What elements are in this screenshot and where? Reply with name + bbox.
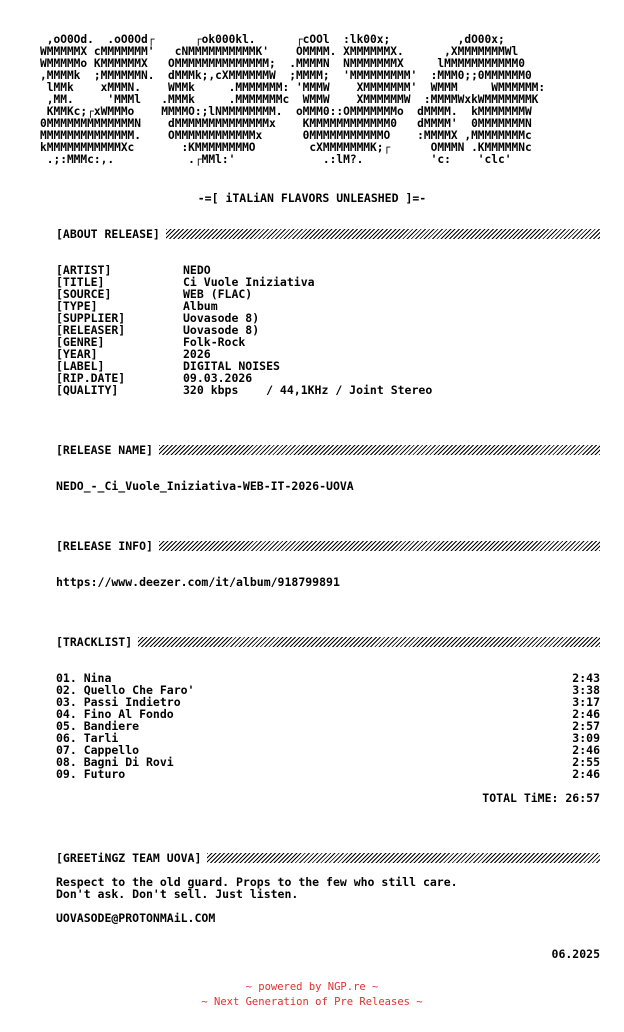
contact-email: UOVASODE@PROTONMAiL.COM xyxy=(56,911,216,925)
hatch-divider xyxy=(159,541,600,551)
about-row xyxy=(56,288,432,300)
about-value: Uovasode 8) xyxy=(183,323,260,337)
about-value: WEB (FLAC) xyxy=(183,287,253,301)
about-key: [TITLE] xyxy=(56,275,105,289)
track-title: 01. Nina xyxy=(56,671,112,685)
footer-tagline: ~ Next Generation of Pre Releases ~ xyxy=(201,996,423,1008)
about-key: [YEAR] xyxy=(56,347,98,361)
section-header-release-name xyxy=(56,443,600,457)
tracklist xyxy=(56,672,600,780)
track-row xyxy=(56,768,600,780)
release-name: NEDO_-_Ci_Vuole_Iniziativa-WEB-IT-2026-UOVA xyxy=(56,479,354,493)
about-row xyxy=(56,384,432,396)
track-time: 2:57 xyxy=(572,719,600,733)
about-value: Ci Vuole Iniziativa xyxy=(183,275,315,289)
track-title: 06. Tarli xyxy=(56,731,119,745)
section-label: [GREETiNGZ TEAM UOVA] xyxy=(56,851,202,865)
track-title: 08. Bagni Di Rovi xyxy=(56,755,174,769)
nfo-date: 06.2025 xyxy=(551,947,600,961)
hatch-divider xyxy=(166,229,600,239)
about-key: [QUALITY] xyxy=(56,383,119,397)
track-time: 2:46 xyxy=(572,767,600,781)
track-time: 2:46 xyxy=(572,743,600,757)
about-key: [SOURCE] xyxy=(56,287,112,301)
track-title: 03. Passi Indietro xyxy=(56,695,181,709)
track-time: 2:55 xyxy=(572,755,600,769)
section-header-release-info xyxy=(56,539,600,553)
section-label: [RELEASE INFO] xyxy=(56,539,153,553)
track-row xyxy=(56,720,600,732)
about-key: [SUPPLIER] xyxy=(56,311,126,325)
section-label: [RELEASE NAME] xyxy=(56,443,153,457)
track-title: 07. Cappello xyxy=(56,743,140,757)
track-title: 04. Fino Al Fondo xyxy=(56,707,174,721)
hatch-divider xyxy=(207,853,600,863)
track-time: 3:09 xyxy=(572,731,600,745)
about-value: Uovasode 8) xyxy=(183,311,260,325)
ascii-art-logo: ,oO0Od. .oO0Od┌ ┌ok000kl. ┌cOOl :lk00x; ,dO00x; WMMMMMX cMMMMMMM' cNMMMMMMMMMMK' OMMMM. XMMMMMMX. ,XMMMMMMMWl WMMMMMo KMMMMMMX OMMMMMMMMMMMMMM; .MMMMN NMMMMMMMX lMMMMMMMMMMM0 ,MMMMk ;MMMMMMN. dMMMk;,cXMMMMMMW ;MMMM; 'MMMMMMMMM' :MMM0;;0MMMMMM0 lMMk xMMMN. WMMk .MMMMMMM: 'MMMW XMMMMMMM' WMMM WMMMMMM: ,MM. 'MMMl .MMMk .MMMMMMMc WMMW XMMMMMMW :MMMMWxkWMMMMMMMK KMMKc;┌xWMMMo MMMMO:;lNMMMMMMMM. oMMM0::OMMMMMMMo dMMMM. kMMMMMMMW 0MMMMMMMMMMMMMN dMMMMMMMMMMMMMMx KMMMMMMMMMMMM0 dMMMM' 0MMMMMMMN MMMMMMMMMMMMMM. OMMMMMMMMMMMMx 0MMMMMMMMMMMO :MMMMX ,MMMMMMMMc kMMMMMMMMMMMXc :KMMMMMMMMO cXMMMMMMMK;┌ OMMMN .KMMMMMNc .;:MMMc:,. .┌MMl:' .:lM?. 'c: 'clc' xyxy=(40,33,546,166)
about-key: [RELEASER] xyxy=(56,323,126,337)
track-title: 02. Quello Che Faro' xyxy=(56,683,195,697)
tagline: -=[ iTALiAN FLAVORS UNLEASHED ]=- xyxy=(197,191,427,205)
about-value: Folk-Rock xyxy=(183,335,246,349)
section-header-about xyxy=(56,227,600,241)
greetings-line: Respect to the old guard. Props to the few who still care. xyxy=(56,875,458,889)
about-value: NEDO xyxy=(183,263,211,277)
section-label: [ABOUT RELEASE] xyxy=(56,227,160,241)
section-header-greetings xyxy=(56,851,600,865)
hatch-divider xyxy=(138,637,600,647)
greetings-line: Don't ask. Don't sell. Just listen. xyxy=(56,887,299,901)
about-key: [RIP.DATE] xyxy=(56,371,126,385)
hatch-divider xyxy=(159,445,600,455)
about-value: 320 kbps / 44,1KHz / Joint Stereo xyxy=(183,383,433,397)
track-row xyxy=(56,756,600,768)
total-time: TOTAL TiME: 26:57 xyxy=(482,791,600,805)
section-header-tracklist xyxy=(56,635,600,649)
section-label: [TRACKLIST] xyxy=(56,635,133,649)
about-row xyxy=(56,336,432,348)
about-value: Album xyxy=(183,299,218,313)
about-key: [GENRE] xyxy=(56,335,105,349)
about-release-table xyxy=(56,264,432,396)
track-title: 05. Bandiere xyxy=(56,719,140,733)
about-key: [ARTIST] xyxy=(56,263,112,277)
about-value: DIGITAL NOISES xyxy=(183,359,280,373)
track-time: 3:38 xyxy=(572,683,600,697)
release-info-url: https://www.deezer.com/it/album/918799891 xyxy=(56,575,340,589)
track-time: 2:46 xyxy=(572,707,600,721)
footer-powered-by: ~ powered by NGP.re ~ xyxy=(245,981,379,993)
about-key: [TYPE] xyxy=(56,299,98,313)
track-time: 2:43 xyxy=(572,671,600,685)
about-key: [LABEL] xyxy=(56,359,105,373)
track-time: 3:17 xyxy=(572,695,600,709)
about-value: 09.03.2026 xyxy=(183,371,253,385)
track-title: 09. Futuro xyxy=(56,767,126,781)
about-value: 2026 xyxy=(183,347,211,361)
